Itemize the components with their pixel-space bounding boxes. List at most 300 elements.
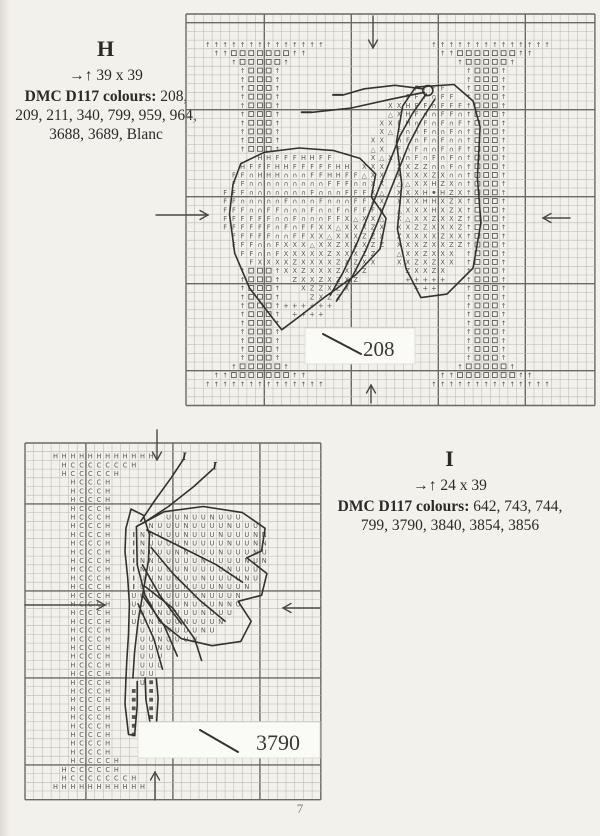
svg-text:U: U bbox=[148, 661, 154, 670]
svg-text:Z: Z bbox=[362, 267, 367, 276]
svg-text:C: C bbox=[87, 696, 93, 705]
svg-text:F: F bbox=[414, 154, 419, 163]
svg-text:↑: ↑ bbox=[500, 380, 507, 389]
svg-text:H: H bbox=[422, 197, 428, 206]
svg-text:H: H bbox=[113, 469, 119, 478]
svg-text:H: H bbox=[105, 643, 111, 652]
svg-text:I: I bbox=[132, 583, 135, 592]
svg-text:H: H bbox=[240, 162, 246, 171]
svg-text:↑: ↑ bbox=[544, 40, 550, 49]
svg-text:X: X bbox=[370, 162, 376, 171]
svg-text:F: F bbox=[292, 154, 297, 163]
svg-text:H: H bbox=[105, 574, 111, 583]
svg-text:H: H bbox=[70, 452, 76, 461]
svg-text:F: F bbox=[292, 232, 297, 241]
svg-text:↑: ↑ bbox=[500, 136, 507, 145]
svg-text:↑: ↑ bbox=[309, 380, 315, 389]
svg-text:C: C bbox=[79, 774, 84, 783]
svg-text:↑: ↑ bbox=[465, 284, 472, 293]
svg-text:↑: ↑ bbox=[300, 380, 307, 389]
svg-text:N: N bbox=[253, 530, 259, 539]
svg-text:↑: ↑ bbox=[465, 171, 472, 180]
svg-text:↑: ↑ bbox=[239, 127, 246, 136]
svg-text:F: F bbox=[423, 127, 428, 136]
svg-text:↑: ↑ bbox=[500, 67, 507, 76]
svg-text:N: N bbox=[148, 600, 154, 609]
svg-text:∩: ∩ bbox=[301, 188, 306, 197]
svg-text:∩: ∩ bbox=[448, 119, 454, 128]
svg-text:C: C bbox=[79, 757, 84, 766]
svg-text:C: C bbox=[79, 461, 84, 470]
svg-text:F: F bbox=[266, 214, 271, 223]
svg-text:H: H bbox=[70, 687, 76, 696]
svg-text:△: △ bbox=[405, 214, 411, 223]
svg-text:H: H bbox=[70, 583, 76, 592]
svg-text:X: X bbox=[283, 241, 289, 250]
svg-text:∩: ∩ bbox=[318, 188, 324, 197]
svg-text:↑: ↑ bbox=[526, 40, 533, 49]
svg-text:H: H bbox=[70, 643, 76, 652]
svg-text:U: U bbox=[166, 591, 171, 600]
svg-text:X: X bbox=[414, 180, 419, 189]
svg-text:↑: ↑ bbox=[439, 380, 446, 389]
svg-text:↑: ↑ bbox=[500, 284, 507, 293]
svg-text:F: F bbox=[266, 206, 271, 215]
svg-text:H: H bbox=[422, 188, 428, 197]
svg-text:+: + bbox=[422, 275, 429, 284]
svg-text:↑: ↑ bbox=[239, 380, 246, 389]
svg-text:F: F bbox=[231, 241, 236, 250]
svg-text:↑: ↑ bbox=[274, 293, 281, 302]
svg-text:F: F bbox=[414, 84, 419, 93]
svg-text:U: U bbox=[157, 530, 163, 539]
svg-text:H: H bbox=[148, 452, 154, 461]
svg-text:U: U bbox=[192, 609, 198, 618]
svg-text:X: X bbox=[457, 206, 463, 215]
svg-text:↑: ↑ bbox=[518, 40, 524, 49]
svg-text:∩: ∩ bbox=[257, 188, 263, 197]
svg-text:↑: ↑ bbox=[222, 49, 228, 58]
svg-text:H: H bbox=[70, 757, 76, 766]
svg-text:↑: ↑ bbox=[465, 336, 472, 345]
svg-text:∩: ∩ bbox=[283, 180, 289, 189]
svg-text:U: U bbox=[235, 548, 241, 557]
svg-text:C: C bbox=[87, 635, 93, 644]
svg-text:H: H bbox=[105, 530, 111, 539]
svg-text:U: U bbox=[209, 556, 215, 565]
svg-text:X: X bbox=[396, 197, 402, 206]
svg-text:N: N bbox=[157, 591, 163, 600]
svg-text:H: H bbox=[87, 452, 93, 461]
svg-text:∩: ∩ bbox=[283, 214, 289, 223]
svg-text:F: F bbox=[397, 145, 402, 154]
svg-text:X: X bbox=[370, 258, 376, 267]
svg-text:U: U bbox=[209, 548, 215, 557]
svg-text:F: F bbox=[423, 119, 428, 128]
svg-text:U: U bbox=[140, 626, 145, 635]
svg-text:F: F bbox=[345, 188, 349, 197]
svg-text:X: X bbox=[353, 249, 358, 258]
svg-text:F: F bbox=[432, 154, 436, 163]
svg-text:↑: ↑ bbox=[239, 67, 246, 76]
svg-text:H: H bbox=[70, 696, 76, 705]
svg-text:3790: 3790 bbox=[256, 730, 300, 755]
svg-text:F: F bbox=[310, 171, 315, 180]
svg-text:U: U bbox=[140, 643, 145, 652]
svg-text:X: X bbox=[440, 267, 445, 276]
svg-text:X: X bbox=[309, 232, 315, 241]
svg-text:C: C bbox=[79, 687, 84, 696]
svg-text:C: C bbox=[87, 574, 93, 583]
svg-text:F: F bbox=[249, 214, 254, 223]
svg-text:C: C bbox=[96, 757, 102, 766]
svg-text:U: U bbox=[218, 522, 224, 531]
svg-text:X: X bbox=[449, 180, 454, 189]
svg-text:↑: ↑ bbox=[239, 119, 246, 128]
svg-text:H: H bbox=[335, 162, 341, 171]
svg-text:Z: Z bbox=[353, 275, 358, 284]
svg-text:C: C bbox=[87, 504, 93, 513]
svg-text:+: + bbox=[431, 275, 437, 284]
svg-text:X: X bbox=[379, 180, 385, 189]
svg-text:X: X bbox=[431, 241, 437, 250]
svg-text:↑: ↑ bbox=[500, 267, 507, 276]
svg-text:↑: ↑ bbox=[465, 119, 472, 128]
svg-text:F: F bbox=[336, 180, 341, 189]
svg-text:U: U bbox=[166, 574, 171, 583]
svg-text:X: X bbox=[379, 223, 385, 232]
svg-text:∩: ∩ bbox=[292, 206, 298, 215]
svg-text:U: U bbox=[209, 539, 215, 548]
svg-text:U: U bbox=[253, 556, 258, 565]
svg-text:C: C bbox=[96, 678, 102, 687]
svg-text:F: F bbox=[449, 101, 454, 110]
svg-text:U: U bbox=[157, 548, 163, 557]
svg-text:C: C bbox=[105, 774, 110, 783]
svg-text:∩: ∩ bbox=[301, 214, 306, 223]
svg-text:∩: ∩ bbox=[448, 136, 454, 145]
svg-text:↑: ↑ bbox=[274, 101, 281, 110]
svg-text:H: H bbox=[61, 461, 67, 470]
svg-text:F: F bbox=[275, 241, 280, 250]
svg-text:↑: ↑ bbox=[465, 188, 472, 197]
svg-text:H: H bbox=[335, 171, 341, 180]
svg-text:N: N bbox=[218, 583, 224, 592]
svg-text:F: F bbox=[318, 162, 323, 171]
svg-text:∩: ∩ bbox=[431, 110, 437, 119]
svg-text:↑: ↑ bbox=[465, 154, 472, 163]
svg-text:C: C bbox=[105, 469, 110, 478]
svg-text:C: C bbox=[96, 600, 102, 609]
svg-text:∩: ∩ bbox=[422, 154, 428, 163]
svg-text:F: F bbox=[397, 127, 402, 136]
svg-text:△: △ bbox=[353, 214, 359, 223]
svg-text:N: N bbox=[261, 530, 267, 539]
svg-text:X: X bbox=[405, 249, 411, 258]
svg-text:H: H bbox=[309, 154, 315, 163]
svg-text:↑: ↑ bbox=[274, 275, 281, 284]
svg-text:∩: ∩ bbox=[457, 180, 463, 189]
svg-text:U: U bbox=[157, 661, 163, 670]
svg-text:C: C bbox=[79, 609, 84, 618]
svg-text:↑: ↑ bbox=[509, 362, 516, 371]
svg-text:↑: ↑ bbox=[500, 145, 507, 154]
svg-text:↑: ↑ bbox=[213, 40, 220, 49]
svg-text:F: F bbox=[345, 171, 349, 180]
svg-text:+: + bbox=[405, 275, 411, 284]
svg-text:N: N bbox=[218, 548, 224, 557]
svg-text:X: X bbox=[318, 241, 324, 250]
svg-text:↑: ↑ bbox=[500, 241, 507, 250]
svg-text:∩: ∩ bbox=[405, 154, 411, 163]
svg-text:↑: ↑ bbox=[465, 232, 472, 241]
svg-text:N: N bbox=[174, 548, 180, 557]
svg-text:H: H bbox=[70, 513, 76, 522]
svg-text:H: H bbox=[61, 774, 67, 783]
svg-text:+: + bbox=[309, 301, 315, 310]
svg-text:H: H bbox=[440, 188, 446, 197]
svg-text:H: H bbox=[139, 783, 145, 792]
svg-text:X: X bbox=[301, 284, 306, 293]
svg-text:↑: ↑ bbox=[500, 197, 507, 206]
svg-text:X: X bbox=[318, 267, 324, 276]
svg-text:X: X bbox=[388, 101, 393, 110]
svg-text:△: △ bbox=[327, 232, 333, 241]
svg-text:X: X bbox=[370, 171, 376, 180]
svg-text:H: H bbox=[70, 522, 76, 531]
svg-text:X: X bbox=[370, 180, 376, 189]
svg-text:F: F bbox=[440, 119, 445, 128]
svg-text:F: F bbox=[275, 154, 280, 163]
svg-text:C: C bbox=[87, 687, 93, 696]
svg-text:H: H bbox=[70, 670, 76, 679]
svg-text:U: U bbox=[209, 591, 215, 600]
svg-text:U: U bbox=[183, 574, 189, 583]
svg-text:∩: ∩ bbox=[344, 197, 350, 206]
svg-text:I: I bbox=[132, 565, 135, 574]
svg-text:N: N bbox=[183, 530, 189, 539]
svg-text:H: H bbox=[131, 774, 137, 783]
svg-text:∩: ∩ bbox=[292, 223, 298, 232]
svg-text:U: U bbox=[244, 565, 250, 574]
svg-text:C: C bbox=[79, 513, 84, 522]
svg-text:X: X bbox=[440, 258, 445, 267]
svg-text:↑: ↑ bbox=[239, 145, 246, 154]
svg-text:X: X bbox=[327, 275, 332, 284]
svg-text:H: H bbox=[105, 783, 111, 792]
svg-text:X: X bbox=[344, 214, 350, 223]
svg-text:X: X bbox=[318, 258, 324, 267]
svg-text:X: X bbox=[440, 171, 445, 180]
svg-text:Z: Z bbox=[414, 258, 419, 267]
svg-text:X: X bbox=[449, 223, 454, 232]
svg-text:C: C bbox=[87, 530, 93, 539]
svg-text:Z: Z bbox=[309, 284, 315, 293]
svg-text:↑: ↑ bbox=[239, 101, 246, 110]
svg-text:C: C bbox=[70, 461, 76, 470]
svg-text:H: H bbox=[105, 722, 111, 731]
svg-text:H: H bbox=[105, 704, 111, 713]
svg-text:↑: ↑ bbox=[318, 380, 324, 389]
svg-text:C: C bbox=[79, 565, 84, 574]
svg-text:Z: Z bbox=[353, 258, 358, 267]
svg-text:U: U bbox=[131, 617, 137, 626]
svg-text:F: F bbox=[231, 223, 236, 232]
svg-text:C: C bbox=[96, 617, 102, 626]
svg-text:∩: ∩ bbox=[318, 180, 324, 189]
svg-text:U: U bbox=[235, 583, 241, 592]
svg-text:C: C bbox=[96, 687, 102, 696]
svg-text:↑: ↑ bbox=[213, 371, 220, 380]
svg-text:C: C bbox=[79, 661, 84, 670]
svg-text:↑: ↑ bbox=[265, 380, 272, 389]
svg-text:X: X bbox=[353, 241, 358, 250]
svg-text:Z: Z bbox=[396, 232, 402, 241]
svg-text:↑: ↑ bbox=[500, 40, 507, 49]
svg-text:∩: ∩ bbox=[457, 110, 463, 119]
svg-text:F: F bbox=[414, 101, 419, 110]
svg-text:X: X bbox=[283, 249, 289, 258]
svg-text:U: U bbox=[166, 548, 171, 557]
svg-text:↑: ↑ bbox=[239, 354, 246, 363]
svg-text:X: X bbox=[370, 188, 376, 197]
svg-text:U: U bbox=[235, 513, 241, 522]
svg-text:C: C bbox=[96, 565, 102, 574]
svg-text:N: N bbox=[226, 600, 232, 609]
svg-text:X: X bbox=[379, 197, 385, 206]
svg-text:H: H bbox=[70, 730, 76, 739]
svg-text:↑: ↑ bbox=[500, 162, 507, 171]
svg-text:N: N bbox=[166, 626, 172, 635]
svg-text:↑: ↑ bbox=[492, 40, 498, 49]
svg-text:↑: ↑ bbox=[518, 380, 524, 389]
svg-text:X: X bbox=[292, 249, 298, 258]
svg-text:X: X bbox=[422, 267, 428, 276]
svg-text:∩: ∩ bbox=[457, 162, 463, 171]
svg-text:U: U bbox=[140, 678, 145, 687]
svg-text:∩: ∩ bbox=[361, 180, 367, 189]
svg-text:U: U bbox=[174, 617, 180, 626]
svg-text:U: U bbox=[200, 617, 206, 626]
svg-text:N: N bbox=[183, 539, 189, 548]
svg-text:↑: ↑ bbox=[274, 267, 281, 276]
svg-text:U: U bbox=[200, 513, 206, 522]
svg-text:208: 208 bbox=[363, 337, 395, 361]
svg-text:+: + bbox=[431, 284, 437, 293]
svg-text:X: X bbox=[396, 258, 402, 267]
svg-text:∩: ∩ bbox=[440, 154, 446, 163]
svg-text:U: U bbox=[157, 617, 163, 626]
svg-text:H: H bbox=[122, 783, 128, 792]
svg-text:X: X bbox=[396, 110, 402, 119]
svg-text:↑: ↑ bbox=[439, 40, 446, 49]
svg-text:↑: ↑ bbox=[544, 380, 550, 389]
svg-text:H: H bbox=[70, 661, 76, 670]
svg-text:+: + bbox=[326, 301, 333, 310]
svg-text:X: X bbox=[309, 275, 315, 284]
svg-text:↑: ↑ bbox=[291, 40, 298, 49]
svg-text:↑: ↑ bbox=[474, 40, 481, 49]
svg-text:H: H bbox=[105, 730, 111, 739]
svg-text:↑: ↑ bbox=[465, 223, 472, 232]
svg-text:U: U bbox=[148, 574, 154, 583]
svg-text:U: U bbox=[209, 530, 215, 539]
svg-text:H: H bbox=[105, 513, 111, 522]
svg-text:↑: ↑ bbox=[231, 40, 237, 49]
svg-text:△: △ bbox=[387, 110, 393, 119]
svg-text:∩: ∩ bbox=[274, 214, 280, 223]
svg-text:H: H bbox=[52, 452, 58, 461]
svg-text:↑: ↑ bbox=[274, 319, 281, 328]
svg-text:C: C bbox=[96, 635, 102, 644]
svg-text:X: X bbox=[431, 223, 437, 232]
svg-text:C: C bbox=[87, 565, 93, 574]
svg-text:Z: Z bbox=[370, 232, 376, 241]
svg-text:U: U bbox=[166, 609, 171, 618]
svg-text:U: U bbox=[166, 617, 171, 626]
svg-text:C: C bbox=[87, 609, 93, 618]
svg-text:↑: ↑ bbox=[465, 110, 472, 119]
svg-text:X: X bbox=[362, 258, 367, 267]
svg-text:H: H bbox=[87, 783, 93, 792]
svg-text:↑: ↑ bbox=[274, 328, 281, 337]
svg-text:X: X bbox=[335, 232, 341, 241]
svg-text:∩: ∩ bbox=[309, 197, 315, 206]
svg-text:H: H bbox=[105, 591, 111, 600]
svg-text:H: H bbox=[105, 522, 111, 531]
svg-text:Z: Z bbox=[335, 258, 341, 267]
svg-text:↑: ↑ bbox=[500, 75, 507, 84]
svg-text:U: U bbox=[174, 513, 180, 522]
svg-text:↑: ↑ bbox=[474, 380, 481, 389]
svg-text:∩: ∩ bbox=[248, 206, 254, 215]
svg-text:∩: ∩ bbox=[301, 171, 306, 180]
svg-text:U: U bbox=[209, 617, 215, 626]
svg-text:H: H bbox=[105, 678, 111, 687]
svg-text:N: N bbox=[244, 583, 250, 592]
svg-text:F: F bbox=[249, 241, 254, 250]
svg-text:C: C bbox=[79, 748, 84, 757]
svg-text:U: U bbox=[157, 583, 163, 592]
svg-text:X: X bbox=[440, 223, 445, 232]
svg-text:C: C bbox=[96, 478, 102, 487]
svg-text:X: X bbox=[414, 171, 419, 180]
svg-text:H: H bbox=[131, 452, 137, 461]
svg-text:U: U bbox=[192, 591, 198, 600]
svg-text:X: X bbox=[414, 267, 419, 276]
svg-text:X: X bbox=[353, 267, 358, 276]
svg-text:↑: ↑ bbox=[265, 40, 272, 49]
svg-text:C: C bbox=[87, 600, 93, 609]
svg-text:X: X bbox=[449, 214, 454, 223]
svg-text:U: U bbox=[209, 626, 215, 635]
svg-text:↑: ↑ bbox=[509, 380, 516, 389]
svg-text:∩: ∩ bbox=[248, 171, 254, 180]
svg-text:H: H bbox=[139, 452, 145, 461]
svg-text:F: F bbox=[284, 197, 288, 206]
svg-text:X: X bbox=[396, 162, 402, 171]
svg-text:U: U bbox=[192, 583, 198, 592]
svg-text:∩: ∩ bbox=[292, 197, 298, 206]
svg-text:Z: Z bbox=[431, 258, 437, 267]
svg-text:↑: ↑ bbox=[500, 206, 507, 215]
svg-text:U: U bbox=[209, 600, 215, 609]
svg-text:H: H bbox=[70, 617, 76, 626]
svg-text:Z: Z bbox=[335, 284, 341, 293]
svg-text:F: F bbox=[310, 188, 315, 197]
svg-text:X: X bbox=[405, 223, 411, 232]
svg-text:N: N bbox=[139, 565, 145, 574]
